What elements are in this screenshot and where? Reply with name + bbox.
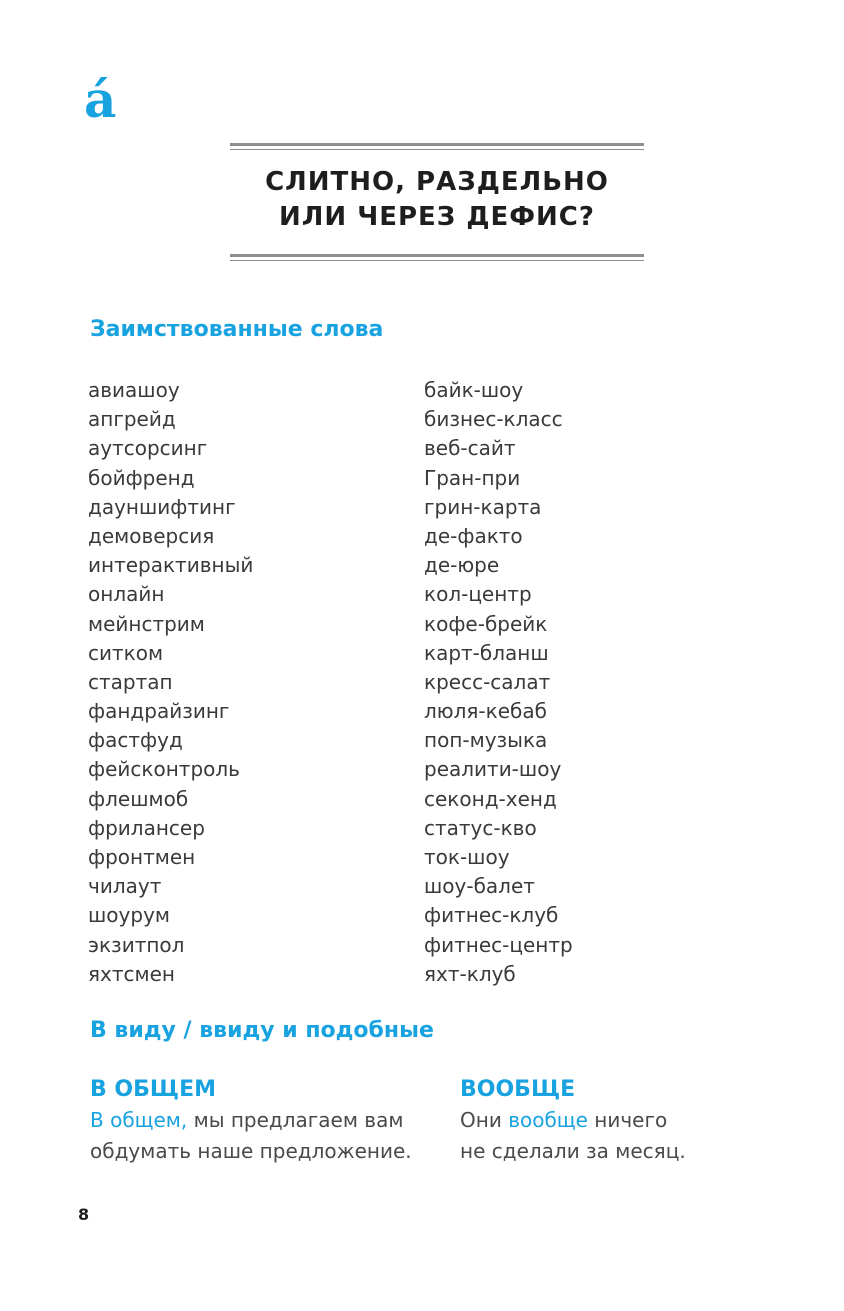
word-item: фитнес-клуб — [424, 903, 559, 928]
word-item: дауншифтинг — [88, 494, 236, 519]
word-item: секонд-хенд — [424, 786, 557, 811]
example-text: Они — [460, 1108, 509, 1132]
example-v-obshchem — [90, 1075, 412, 1167]
word-item: интерактивный — [88, 553, 254, 578]
chapter-title — [230, 165, 644, 235]
example-sentence-line-2: обдумать наше предложение. — [90, 1139, 412, 1163]
word-item: кресс-салат — [424, 669, 551, 694]
word-item: ток-шоу — [424, 845, 510, 869]
example-text: мы предлагаем вам — [187, 1108, 404, 1132]
example-sentence-line-1 — [90, 1105, 412, 1136]
example-heading: ВООБЩЕ — [460, 1077, 576, 1102]
word-item: реалити-шоу — [424, 757, 562, 782]
title-rule-top — [230, 143, 644, 150]
example-text: ничего — [587, 1108, 668, 1132]
logo-accent-a: á — [84, 70, 117, 129]
word-item: демоверсия — [88, 523, 215, 548]
example-voobshche — [460, 1075, 686, 1167]
title-rule-bottom — [230, 254, 644, 261]
word-item: ситком — [88, 640, 164, 665]
example-heading: В ОБЩЕМ — [90, 1077, 216, 1102]
word-item: кофе-брейк — [424, 611, 548, 636]
example-highlight: вообще — [508, 1108, 588, 1132]
word-item: де-юре — [424, 553, 500, 578]
word-item: фитнес-центр — [424, 932, 573, 957]
chapter-title-box — [230, 143, 644, 261]
word-item: бойфренд — [88, 465, 195, 490]
word-item: яхт-клуб — [424, 961, 516, 986]
section-heading-vvidu: В виду / ввиду и подобные — [90, 1018, 434, 1043]
word-item: стартап — [88, 669, 173, 694]
word-item: флешмоб — [88, 786, 189, 811]
example-sentence-line-2: не сделали за месяц. — [460, 1139, 686, 1163]
word-item: шоу-балет — [424, 874, 535, 899]
word-item: кол-центр — [424, 582, 532, 607]
word-item: авиашоу — [88, 378, 180, 402]
loanwords-left-column — [88, 376, 253, 989]
word-item: Гран-при — [424, 465, 521, 490]
word-item: статус-кво — [424, 815, 537, 840]
word-item: яхтсмен — [88, 961, 175, 986]
word-item: фастфуд — [88, 728, 183, 753]
word-item: фронтмен — [88, 845, 196, 869]
word-item: экзитпол — [88, 932, 185, 957]
word-item: онлайн — [88, 582, 165, 607]
word-item: апгрейд — [88, 407, 176, 432]
word-item: де-факто — [424, 523, 523, 548]
loanwords-right-column — [424, 376, 573, 989]
word-item: веб-сайт — [424, 436, 516, 461]
word-item: люля-кебаб — [424, 699, 547, 724]
page-number: 8 — [78, 1205, 90, 1224]
word-item: бизнес-класс — [424, 407, 563, 432]
section-heading-loanwords: Заимствованные слова — [90, 317, 384, 342]
word-item: байк-шоу — [424, 378, 524, 402]
example-sentence-line-1 — [460, 1105, 686, 1136]
chapter-title-line-2: ИЛИ ЧЕРЕЗ ДЕФИС? — [279, 202, 595, 232]
word-item: чилаут — [88, 874, 162, 899]
word-item: карт-бланш — [424, 640, 549, 665]
word-item: фрилансер — [88, 815, 205, 840]
word-item: фандрайзинг — [88, 699, 230, 724]
chapter-title-line-1: СЛИТНО, РАЗДЕЛЬНО — [265, 167, 609, 197]
word-item: мейнстрим — [88, 611, 205, 636]
word-item: поп-музыка — [424, 728, 548, 753]
word-item: шоурум — [88, 903, 170, 928]
word-item: аутсорсинг — [88, 436, 208, 461]
word-item: фейсконтроль — [88, 757, 240, 782]
example-highlight: В общем, — [90, 1108, 188, 1132]
word-item: грин-карта — [424, 494, 542, 519]
